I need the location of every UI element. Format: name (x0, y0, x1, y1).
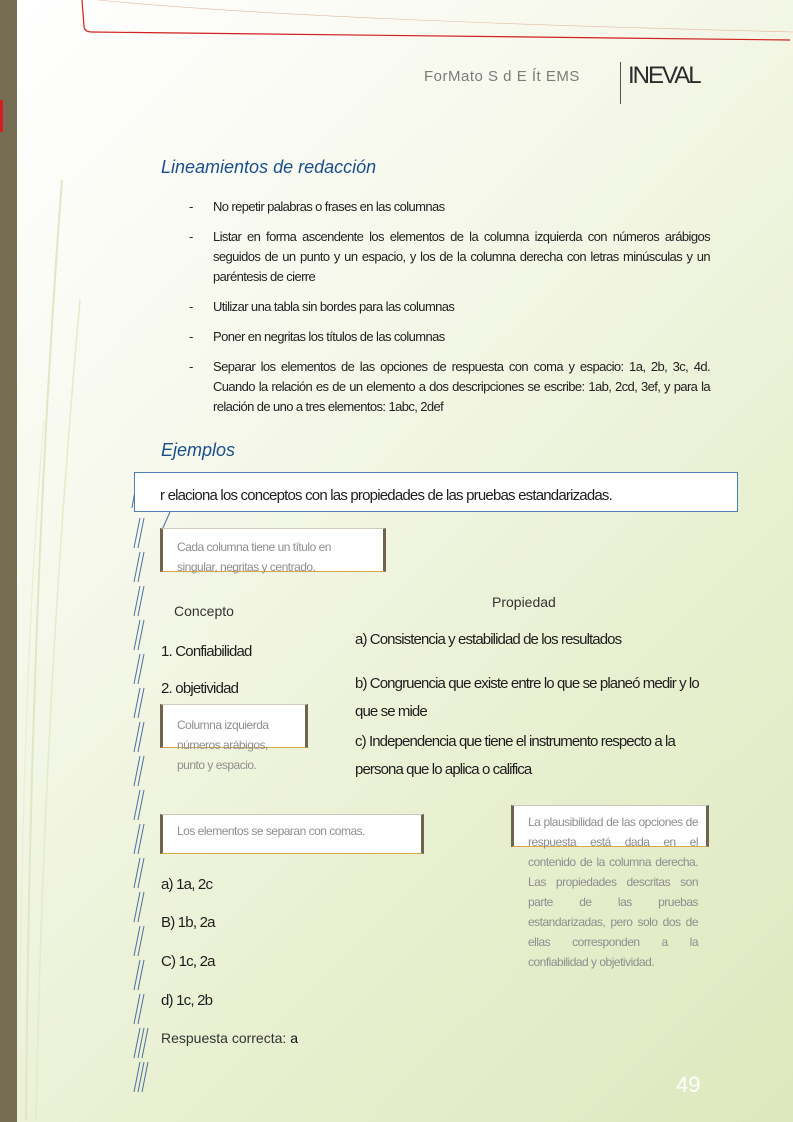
correct-answer-value: a (290, 1030, 298, 1046)
answer-option-a: a) 1a, 2c (161, 876, 213, 893)
property-column-header: Propiedad (492, 594, 556, 610)
list-item: - Separar los elementos de las opciones de respuesta con coma y espacio: 1a, 2b, 3c, 4d. Cuando la relación es de un elemento a dos descripciones se escribe: 1ab, 2cd, 3ef, y para la relación de uno a tres elementos: 1abc, 2def (185, 357, 710, 417)
header-divider (620, 62, 621, 104)
note-left-column: Columna izquierda números arábigos, punto y espacio. (160, 704, 308, 748)
guidelines-title: Lineamientos de redacción (161, 157, 377, 177)
property-item-b: b) Congruencia que existe entre lo que se planeó medir y lo que se mide (355, 675, 699, 720)
note-commas: Los elementos se separan con comas. (160, 814, 424, 854)
answer-option-c: C) 1c, 2a (161, 953, 215, 970)
examples-title: Ejemplos (161, 440, 236, 460)
answer-option-d: d) 1c, 2b (161, 992, 213, 1009)
list-item: - Listar en forma ascendente los elementos de la columna izquierda con números arábigos seguidos de un punto y un espacio, y los de la columna derecha con letras minúsculas y un paréntesis de cierre (185, 227, 710, 287)
left-red-marker (0, 100, 3, 132)
property-item-a: a) Consistencia y estabilidad de los resultados (355, 631, 622, 648)
correct-answer (161, 1030, 298, 1046)
document-header-name: ForMato S d E Ít EMS (424, 68, 580, 85)
correct-answer-label: Respuesta correcta: (161, 1030, 287, 1046)
concept-column-header: Concepto (174, 603, 234, 619)
property-item-c: c) Independencia que tiene el instrumento respecto a la persona que lo aplica o califica (355, 733, 675, 778)
list-item: - No repetir palabras o frases en las columnas (185, 197, 710, 217)
list-item: - Utilizar una tabla sin bordes para las columnas (185, 297, 710, 317)
ineval-logo: INEVAL (628, 62, 700, 89)
concept-item-1: 1. Confiabilidad (161, 643, 252, 660)
answer-option-b: B) 1b, 2a (161, 914, 215, 931)
list-item: - Poner en negritas los títulos de las columnas (185, 327, 710, 347)
question-prompt: r elaciona los conceptos con las propiedades de las pruebas estandarizadas. (160, 487, 612, 504)
guidelines-list (185, 197, 710, 427)
note-plausibility: La plausibilidad de las opciones de respuesta está dada en el contenido de la columna derecha. Las propiedades descritas son parte de las pruebas estandarizadas, pero solo dos de ellas corresponden a la confiabilidad y objetividad. (511, 805, 709, 847)
note-column-titles: Cada columna tiene un título en singular, negritas y centrado. (160, 528, 386, 572)
concept-item-2: 2. objetividad (161, 680, 239, 697)
left-margin-bar (0, 0, 17, 1122)
page-number: 49 (676, 1072, 701, 1097)
